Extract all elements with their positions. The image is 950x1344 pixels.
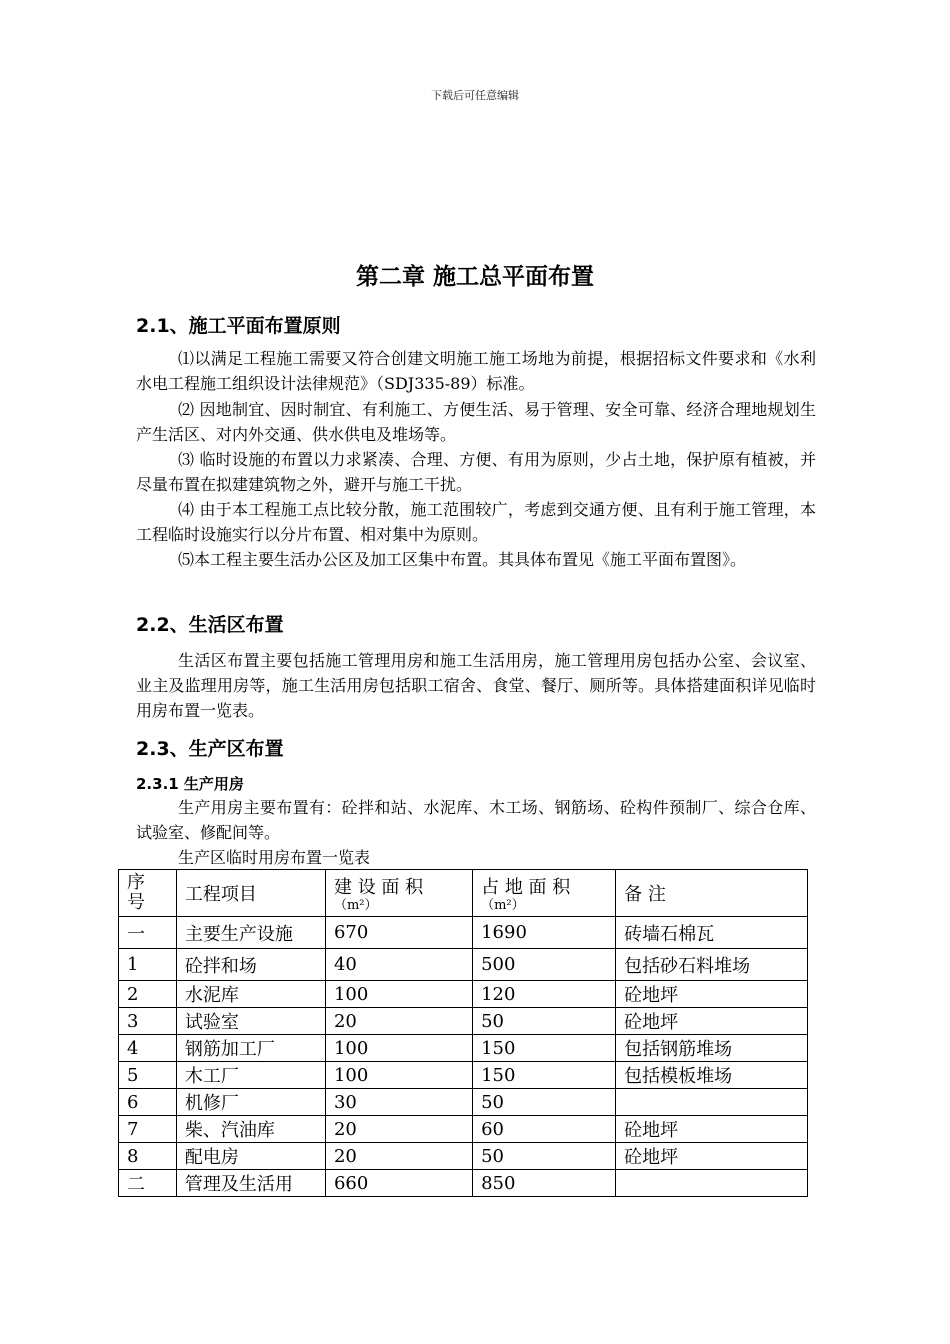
cell-build: 100: [325, 981, 472, 1008]
cell-item: 砼拌和场: [176, 949, 325, 981]
cell-item: 木工厂: [176, 1062, 325, 1089]
cell-no: 7: [119, 1116, 177, 1143]
cell-item: 水泥库: [176, 981, 325, 1008]
section-2-1-para-1: ⑴以满足工程施工需要又符合创建文明施工施工场地为前提，根据招标文件要求和《水利水电工程施工组织设计法律规范》（SDJ335-89）标准。: [136, 349, 816, 393]
table-row: [119, 917, 808, 949]
cell-land: 60: [473, 1116, 616, 1143]
table-row: [119, 1089, 808, 1116]
header-build-area: [325, 870, 472, 917]
cell-no: 一: [119, 917, 177, 949]
header-no-line1: 序: [127, 872, 145, 893]
header-no: [119, 870, 177, 917]
cell-remark: 砼地坪: [616, 1116, 808, 1143]
cell-build: 670: [325, 917, 472, 949]
header-no-line2: 号: [127, 892, 145, 913]
cell-land: 50: [473, 1143, 616, 1170]
header-remark: 备 注: [616, 870, 808, 917]
cell-no: 8: [119, 1143, 177, 1170]
header-build-area-unit: （m²）: [333, 898, 378, 913]
table-row: [119, 1008, 808, 1035]
cell-item: 柴、汽油库: [176, 1116, 325, 1143]
cell-no: 二: [119, 1170, 177, 1197]
header-land-area-unit: （m²）: [481, 898, 525, 913]
table-caption: 生产区临时用房布置一览表: [178, 848, 371, 867]
header-land-area: [473, 870, 616, 917]
cell-no: 3: [119, 1008, 177, 1035]
section-2-1-heading: 2.1、施工平面布置原则: [136, 315, 341, 337]
section-2-1-para-5: ⑸本工程主要生活办公区及加工区集中布置。其具体布置见《施工平面布置图》。: [178, 550, 747, 569]
cell-remark: [616, 1170, 808, 1197]
cell-item: 机修厂: [176, 1089, 325, 1116]
cell-land: 50: [473, 1008, 616, 1035]
cell-land: 150: [473, 1062, 616, 1089]
table-row: [119, 1035, 808, 1062]
cell-item: 主要生产设施: [176, 917, 325, 949]
cell-no: 1: [119, 949, 177, 981]
section-2-3-1-heading: 2.3.1 生产用房: [136, 775, 244, 793]
cell-land: 150: [473, 1035, 616, 1062]
cell-build: 100: [325, 1062, 472, 1089]
cell-remark: 砼地坪: [616, 1008, 808, 1035]
temporary-housing-table: [118, 869, 808, 1197]
cell-build: 20: [325, 1116, 472, 1143]
cell-no: 5: [119, 1062, 177, 1089]
cell-no: 6: [119, 1089, 177, 1116]
cell-land: 850: [473, 1170, 616, 1197]
cell-item: 试验室: [176, 1008, 325, 1035]
table-row: [119, 949, 808, 981]
section-2-2-para: 生活区布置主要包括施工管理用房和施工生活用房，施工管理用房包括办公室、会议室、业主及监理用房等，施工生活用房包括职工宿舍、食堂、餐厅、厕所等。具体搭建面积详见临时用房布置一览表。: [136, 651, 816, 720]
cell-no: 2: [119, 981, 177, 1008]
cell-item: 钢筋加工厂: [176, 1035, 325, 1062]
cell-land: 1690: [473, 917, 616, 949]
header-land-area-label: 占 地 面 积: [481, 877, 571, 898]
section-2-3-heading: 2.3、生产区布置: [136, 738, 284, 760]
cell-remark: [616, 1089, 808, 1116]
cell-build: 20: [325, 1143, 472, 1170]
header-build-area-label: 建 设 面 积: [333, 877, 424, 898]
section-2-1-para-2: ⑵ 因地制宜、因时制宜、有利施工、方便生活、易于管理、安全可靠、经济合理地规划生产生活区、对内外交通、供水供电及堆场等。: [136, 400, 816, 444]
table-row: [119, 981, 808, 1008]
cell-land: 120: [473, 981, 616, 1008]
table-header-row: [119, 870, 808, 917]
cell-remark: 包括钢筋堆场: [616, 1035, 808, 1062]
header-item: 工程项目: [176, 870, 325, 917]
cell-remark: 砼地坪: [616, 1143, 808, 1170]
cell-remark: 包括模板堆场: [616, 1062, 808, 1089]
section-2-2-heading: 2.2、生活区布置: [136, 614, 284, 636]
cell-land: 50: [473, 1089, 616, 1116]
cell-build: 20: [325, 1008, 472, 1035]
table-row: [119, 1062, 808, 1089]
cell-build: 30: [325, 1089, 472, 1116]
table-row: [119, 1143, 808, 1170]
section-2-1-para-3: ⑶ 临时设施的布置以力求紧凑、合理、方便、有用为原则，少占土地，保护原有植被，并尽量布置在拟建建筑物之外，避开与施工干扰。: [136, 450, 816, 494]
cell-item: 配电房: [176, 1143, 325, 1170]
section-2-1-para-4: ⑷ 由于本工程施工点比较分散，施工范围较广，考虑到交通方便、且有利于施工管理，本工程临时设施实行以分片布置、相对集中为原则。: [136, 500, 816, 544]
cell-build: 40: [325, 949, 472, 981]
cell-no: 4: [119, 1035, 177, 1062]
cell-build: 100: [325, 1035, 472, 1062]
cell-remark: 砖墙石棉瓦: [616, 917, 808, 949]
cell-remark: 砼地坪: [616, 981, 808, 1008]
cell-remark: 包括砂石料堆场: [616, 949, 808, 981]
cell-land: 500: [473, 949, 616, 981]
chapter-title: 第二章 施工总平面布置: [355, 264, 594, 290]
section-2-3-1-para: 生产用房主要布置有：砼拌和站、水泥库、木工场、钢筋场、砼构件预制厂、综合仓库、试验室、修配间等。: [136, 798, 816, 842]
table-row: [119, 1170, 808, 1197]
header-note: 下载后可任意编辑: [431, 89, 519, 102]
cell-item: 管理及生活用: [176, 1170, 325, 1197]
table-row: [119, 1116, 808, 1143]
cell-build: 660: [325, 1170, 472, 1197]
